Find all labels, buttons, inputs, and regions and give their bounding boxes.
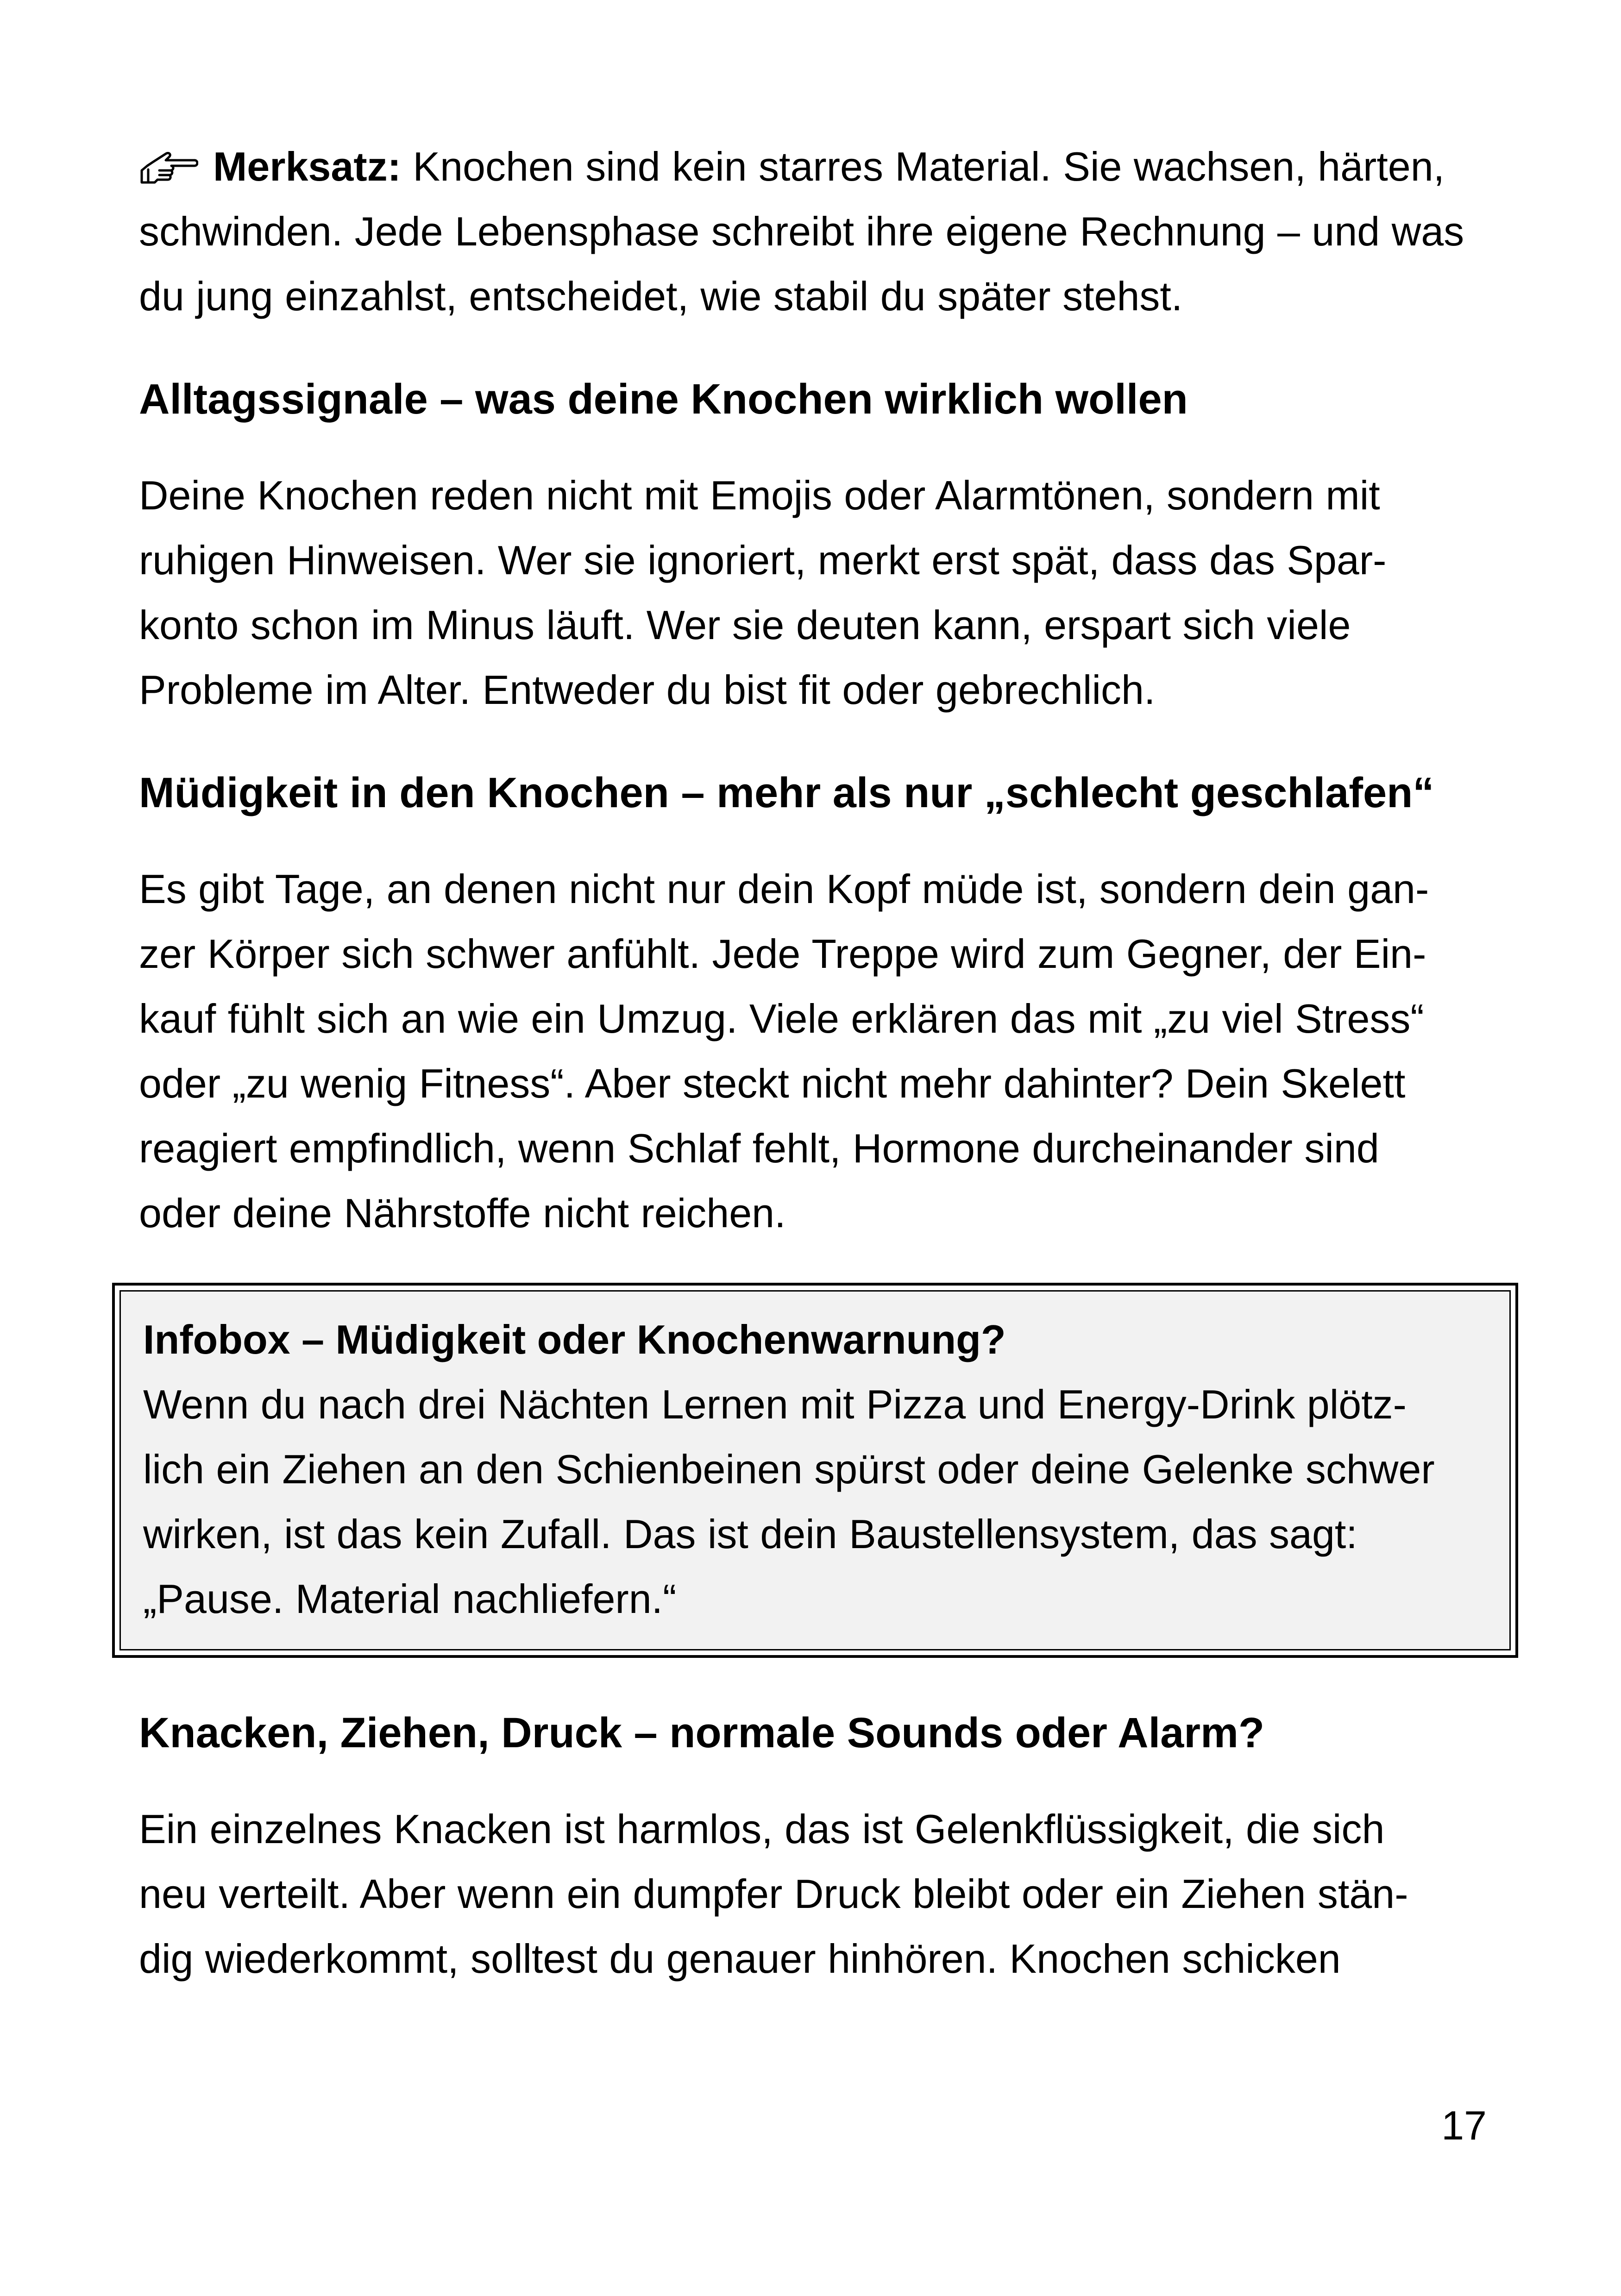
paragraph-line: ruhigen Hinweisen. Wer sie ignoriert, merkt erst spät, dass das Spar- [139,537,1387,583]
paragraph-line: konto schon im Minus läuft. Wer sie deuten kann, erspart sich viele [139,602,1351,648]
section-heading-knacken: Knacken, Ziehen, Druck – normale Sounds oder Alarm? [139,1709,1265,1757]
infobox-line: „Pause. Material nachliefern.“ [143,1576,677,1622]
section-body-alltagssignale [139,463,1491,722]
merksatz-line-3: du jung einzahlst, entscheidet, wie stabil du später stehst. [139,273,1183,319]
infobox [112,1283,1518,1658]
paragraph-line: Probleme im Alter. Entweder du bist fit oder gebrechlich. [139,667,1156,713]
page-content [139,134,1491,1991]
page-number: 17 [1441,2102,1487,2148]
paragraph-line: Es gibt Tage, an denen nicht nur dein Kopf müde ist, sondern dein gan- [139,866,1429,912]
paragraph-line: Ein einzelnes Knacken ist harmlos, das ist Gelenkflüssigkeit, die sich [139,1806,1385,1852]
paragraph-line: reagiert empfindlich, wenn Schlaf fehlt, Hormone durcheinander sind [139,1125,1379,1171]
section-body-muedigkeit [139,857,1491,1246]
section-heading-alltagssignale: Alltagssignale – was deine Knochen wirklich wollen [139,376,1188,423]
paragraph-line: neu verteilt. Aber wenn ein dumpfer Druck bleibt oder ein Ziehen stän- [139,1871,1408,1917]
pointing-hand-icon [139,152,198,185]
paragraph-line: oder deine Nährstoffe nicht reichen. [139,1190,786,1236]
merksatz-line-1 [139,134,1491,199]
paragraph-line: oder „zu wenig Fitness“. Aber steckt nicht mehr dahinter? Dein Skelett [139,1060,1406,1106]
merksatz-label: Merksatz: [213,144,401,189]
merksatz-block [139,134,1491,329]
paragraph-line: kauf fühlt sich an wie ein Umzug. Viele erklären das mit „zu viel Stress“ [139,996,1424,1041]
infobox-line: lich ein Ziehen an den Schienbeinen spürst oder deine Gelenke schwer [143,1446,1435,1492]
merksatz-line-2: schwinden. Jede Lebensphase schreibt ihre eigene Rechnung – und was [139,208,1464,254]
section-body-knacken [139,1797,1491,1991]
infobox-line: wirken, ist das kein Zufall. Das ist dein Baustellensystem, das sagt: [143,1511,1357,1557]
paragraph-line: zer Körper sich schwer anfühlt. Jede Treppe wird zum Gegner, der Ein- [139,931,1426,977]
infobox-line: Wenn du nach drei Nächten Lernen mit Pizza und Energy-Drink plötz- [143,1381,1407,1427]
infobox-inner [119,1290,1511,1650]
merksatz-text-1: Knochen sind kein starres Material. Sie wachsen, härten, [413,144,1445,189]
paragraph-line: dig wiederkommt, solltest du genauer hinhören. Knochen schicken [139,1936,1341,1982]
section-heading-muedigkeit: Müdigkeit in den Knochen – mehr als nur „schlecht geschlafen“ [139,769,1434,816]
paragraph-line: Deine Knochen reden nicht mit Emojis oder Alarmtönen, sondern mit [139,472,1380,518]
infobox-title: Infobox – Müdigkeit oder Knochenwarnung? [143,1317,1006,1362]
